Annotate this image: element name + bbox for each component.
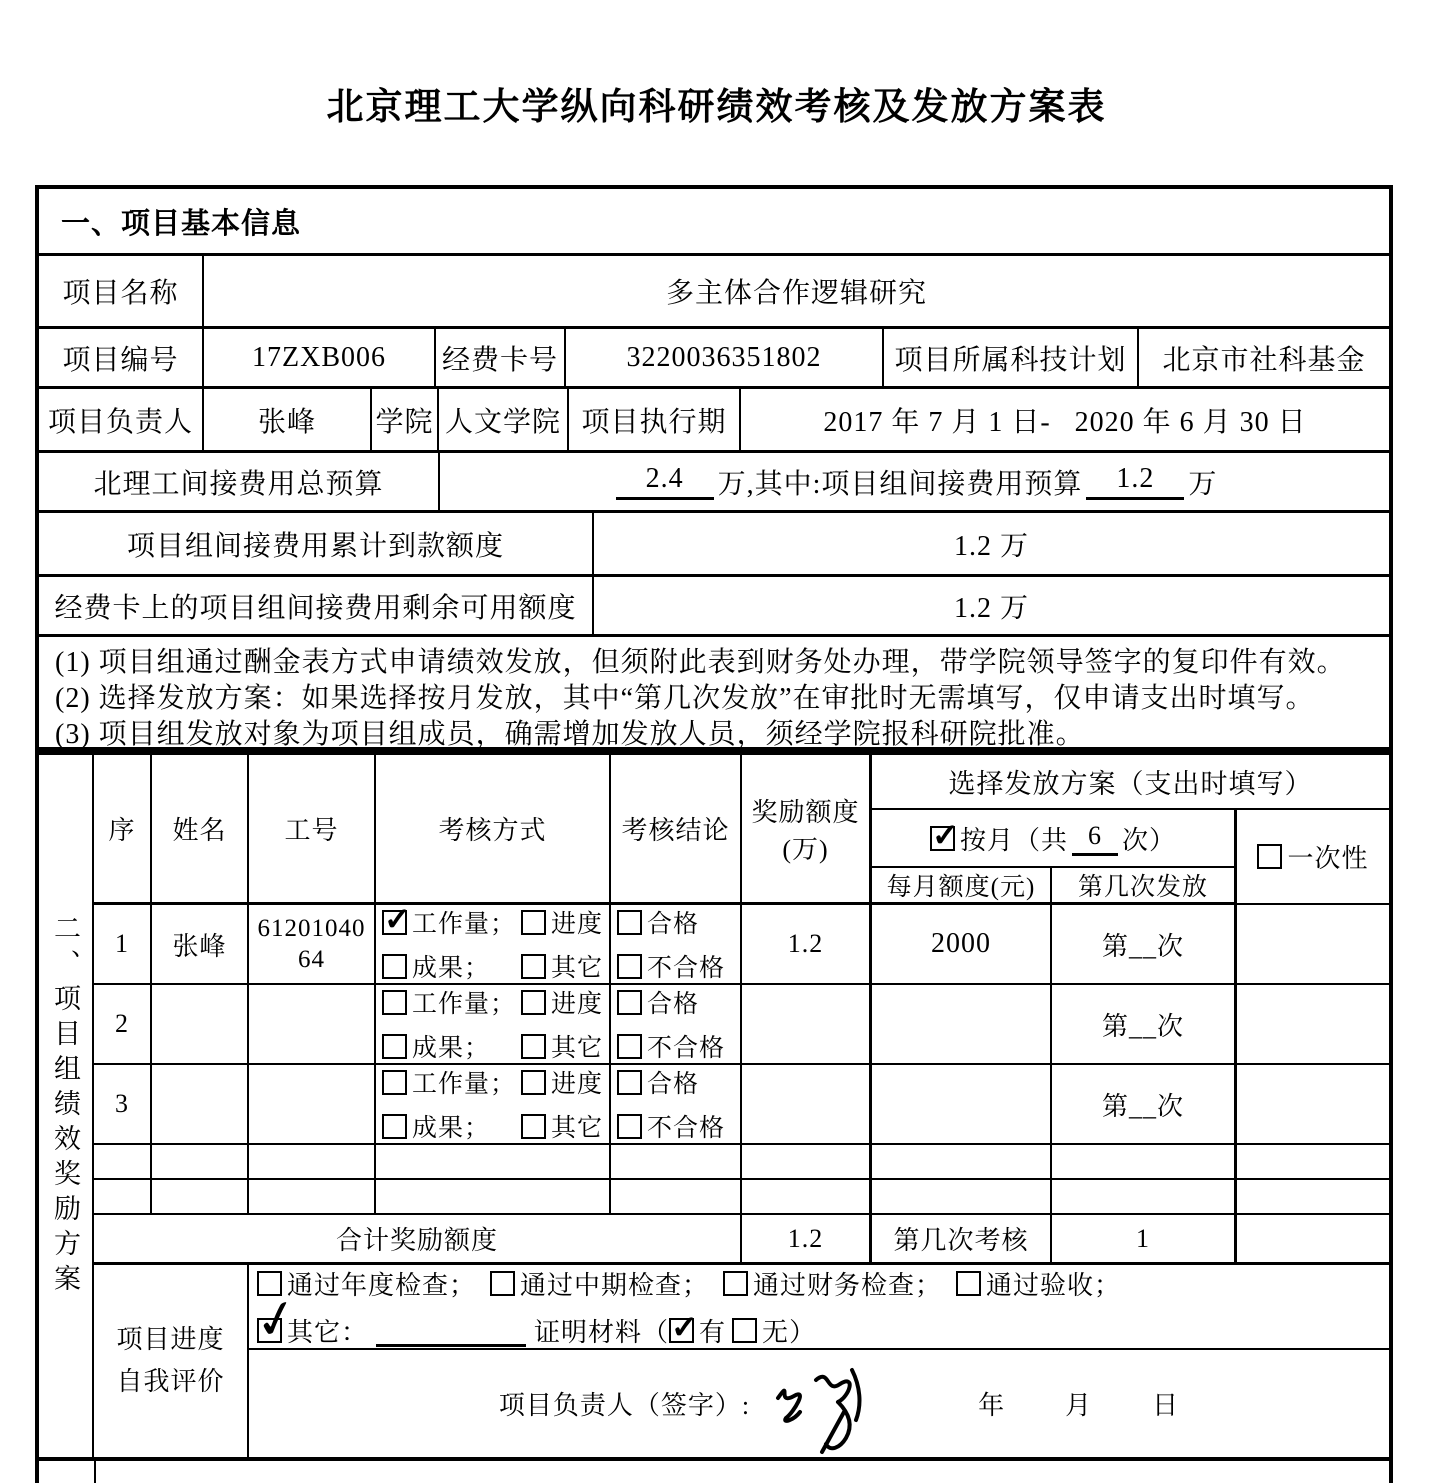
note-2: (2) 选择发放方案：如果选择按月发放，其中“第几次发放”在审批时无需填写，仅申请支出时填写。 <box>55 683 1315 714</box>
row3-no: 3 <box>94 1065 152 1145</box>
project-name-row <box>39 253 1389 326</box>
pi-row <box>39 386 1389 450</box>
program-label: 项目所属科技计划 <box>884 329 1139 386</box>
college-value: 人文学院 <box>439 389 569 450</box>
self-eval-label: 项目进度自我评价 <box>94 1265 249 1457</box>
date-fields: 年 月 日 <box>978 1391 1180 1420</box>
budget-mid-text: 万,其中:项目组间接费用预算 <box>717 468 1083 500</box>
empty-row-cell <box>94 1180 152 1215</box>
col-header-method: 考核方式 <box>376 755 611 905</box>
form-title: 北京理工大学纵向科研绩效考核及发放方案表 <box>326 86 1107 127</box>
row1-no: 1 <box>94 905 152 985</box>
row2-no: 2 <box>94 985 152 1065</box>
row1-amount: 1.2 <box>742 905 872 985</box>
self-eval-options: 通过年度检查； 通过中期检查； 通过财务检查； 通过验收； ✓ 其它： 证明材料（ ✓ 有 无 ） <box>249 1265 1389 1350</box>
row2-amount <box>742 985 872 1065</box>
row3-amount <box>742 1065 872 1145</box>
pi-signature <box>764 1360 894 1458</box>
row2-pass-checkbox <box>617 990 642 1015</box>
basic-info-table <box>35 185 1393 751</box>
midterm-check-checkbox <box>490 1271 515 1296</box>
row2-workload-checkbox <box>382 990 407 1015</box>
row1-progress-checkbox <box>521 910 546 935</box>
row2-id <box>249 985 376 1065</box>
row1-workload-checkbox <box>382 910 407 935</box>
row1-other-checkbox <box>521 954 546 979</box>
row3-conclusion: 合格 不合格 <box>611 1065 742 1145</box>
col-header-name: 姓名 <box>152 755 249 905</box>
empty-row-cell <box>872 1180 1052 1215</box>
college-label: 学院 <box>372 389 439 450</box>
row3-progress-checkbox <box>521 1070 546 1095</box>
row3-fail-checkbox <box>617 1114 642 1139</box>
pi-label: 项目负责人 <box>39 389 204 450</box>
fund-card-label: 经费卡号 <box>436 329 566 386</box>
notes-block <box>39 637 1389 750</box>
row1-monthly: 2000 <box>872 905 1052 985</box>
nth-assessment-label: 第几次考核 <box>872 1215 1052 1265</box>
empty-row-cell <box>152 1180 249 1215</box>
row1-name: 张峰 <box>152 905 249 985</box>
reward-plan-table <box>35 751 1393 1461</box>
section1-header-row <box>39 189 1389 253</box>
empty-row-cell <box>249 1145 376 1180</box>
finance-check-checkbox <box>723 1271 748 1296</box>
once-checkbox <box>1257 844 1282 869</box>
col-header-conclusion: 考核结论 <box>611 755 742 905</box>
row2-fail-checkbox <box>617 1034 642 1059</box>
empty-row-cell <box>1237 1180 1389 1215</box>
row3-monthly <box>872 1065 1052 1145</box>
other-blank-line <box>376 1314 526 1347</box>
section2-side-label: 二、项目组绩效奖励方案 <box>39 755 94 1457</box>
row1-method: ✓ 工作量； 进度 成果； 其它 <box>376 905 611 985</box>
row3-name <box>152 1065 249 1145</box>
row3-result-checkbox <box>382 1114 407 1139</box>
acceptance-check-checkbox <box>956 1271 981 1296</box>
row3-pass-checkbox <box>617 1070 642 1095</box>
row1-once <box>1237 905 1389 985</box>
project-name-label: 项目名称 <box>39 256 204 326</box>
col-header-id: 工号 <box>249 755 376 905</box>
budget-label: 北理工间接费用总预算 <box>39 453 440 510</box>
empty-row-cell <box>1237 1145 1389 1180</box>
sign-label: 项目负责人（签字）: <box>498 1391 751 1420</box>
row2-method: 工作量； 进度 成果； 其它 <box>376 985 611 1065</box>
remaining-row <box>39 574 1389 634</box>
pi-value: 张峰 <box>204 389 372 450</box>
accumulated-label: 项目组间接费用累计到款额度 <box>39 513 594 574</box>
row2-nth: 第__次 <box>1052 985 1237 1065</box>
once-cell: 一次性 <box>1237 810 1389 905</box>
empty-row-cell <box>611 1145 742 1180</box>
row2-name <box>152 985 249 1065</box>
row2-result-checkbox <box>382 1034 407 1059</box>
row2-conclusion: 合格 不合格 <box>611 985 742 1065</box>
fund-card-value: 3220036351802 <box>566 329 884 386</box>
empty-row-cell <box>742 1145 872 1180</box>
row2-once <box>1237 985 1389 1065</box>
total-label: 合计奖励额度 <box>94 1215 742 1265</box>
empty-row-cell <box>152 1145 249 1180</box>
row3-id <box>249 1065 376 1145</box>
self-eval-signature-row <box>249 1350 1389 1457</box>
row2-monthly <box>872 985 1052 1065</box>
empty-row-cell <box>1052 1180 1237 1215</box>
project-no-row <box>39 326 1389 386</box>
period-label: 项目执行期 <box>569 389 741 450</box>
budget-total-value: 2.4 <box>616 463 714 500</box>
total-once-empty <box>1237 1215 1389 1265</box>
evidence-yes-checkbox <box>669 1318 694 1343</box>
notes-row <box>39 634 1389 750</box>
remaining-label: 经费卡上的项目组间接费用剩余可用额度 <box>39 577 594 634</box>
row1-result-checkbox <box>382 954 407 979</box>
budget-row <box>39 450 1389 510</box>
empty-row-cell <box>872 1145 1052 1180</box>
empty-row-cell <box>94 1145 152 1180</box>
evidence-no-checkbox <box>732 1318 757 1343</box>
empty-row-cell <box>249 1180 376 1215</box>
row2-other-checkbox <box>521 1034 546 1059</box>
row3-once <box>1237 1065 1389 1145</box>
plan-header: 选择发放方案（支出时填写） <box>872 755 1389 810</box>
monthly-checkbox <box>930 826 955 851</box>
next-section-divider <box>94 1461 96 1483</box>
project-no-value: 17ZXB006 <box>204 329 436 386</box>
project-name-value: 多主体合作逻辑研究 <box>665 278 927 309</box>
empty-row-cell <box>376 1145 611 1180</box>
row1-pass-checkbox <box>617 910 642 935</box>
project-no-label: 项目编号 <box>39 329 204 386</box>
row1-nth: 第__次 <box>1052 905 1237 985</box>
note-3: (3) 项目组发放对象为项目组成员，确需增加发放人员，须经学院报科研院批准。 <box>55 719 1085 750</box>
budget-group-value: 1.2 <box>1086 463 1184 500</box>
accumulated-row <box>39 510 1389 574</box>
row1-conclusion: 合格 不合格 <box>611 905 742 985</box>
nth-issue-header: 第几次发放 <box>1052 868 1237 905</box>
empty-row-cell <box>1052 1145 1237 1180</box>
remaining-value: 1.2 万 <box>953 592 1029 624</box>
note-1: (1) 项目组通过酬金表方式申请绩效发放，但须附此表到财务处办理，带学院领导签字的复印件有效。 <box>55 647 1346 678</box>
section1-header: 一、项目基本信息 <box>61 207 302 240</box>
monthly-count: 6 <box>1072 821 1118 856</box>
other-option-checkbox <box>257 1318 282 1343</box>
empty-row-cell <box>611 1180 742 1215</box>
next-section-partial <box>35 1461 1393 1483</box>
monthly-amount-header: 每月额度(元) <box>872 868 1052 905</box>
row1-fail-checkbox <box>617 954 642 979</box>
program-value: 北京市社科基金 <box>1162 344 1366 376</box>
col-header-no: 序 <box>94 755 152 905</box>
empty-row-cell <box>376 1180 611 1215</box>
monthly-plan-cell: ✓ 按月（共 6 次） <box>872 810 1237 868</box>
period-value: 2017 年 7 月 1 日- 2020 年 6 月 30 日 <box>823 406 1307 438</box>
empty-row-cell <box>742 1180 872 1215</box>
row3-method: 工作量； 进度 成果； 其它 <box>376 1065 611 1145</box>
row3-workload-checkbox <box>382 1070 407 1095</box>
row3-nth: 第__次 <box>1052 1065 1237 1145</box>
accumulated-value: 1.2 万 <box>953 530 1029 562</box>
nth-assessment-value: 1 <box>1052 1215 1237 1265</box>
budget-unit: 万 <box>1188 468 1218 500</box>
total-amount: 1.2 <box>742 1215 872 1265</box>
budget-value <box>440 453 1389 510</box>
col-header-amount: 奖励额度 (万) <box>742 755 872 905</box>
row3-other-checkbox <box>521 1114 546 1139</box>
row1-id: 6120104064 <box>249 905 376 985</box>
row2-progress-checkbox <box>521 990 546 1015</box>
